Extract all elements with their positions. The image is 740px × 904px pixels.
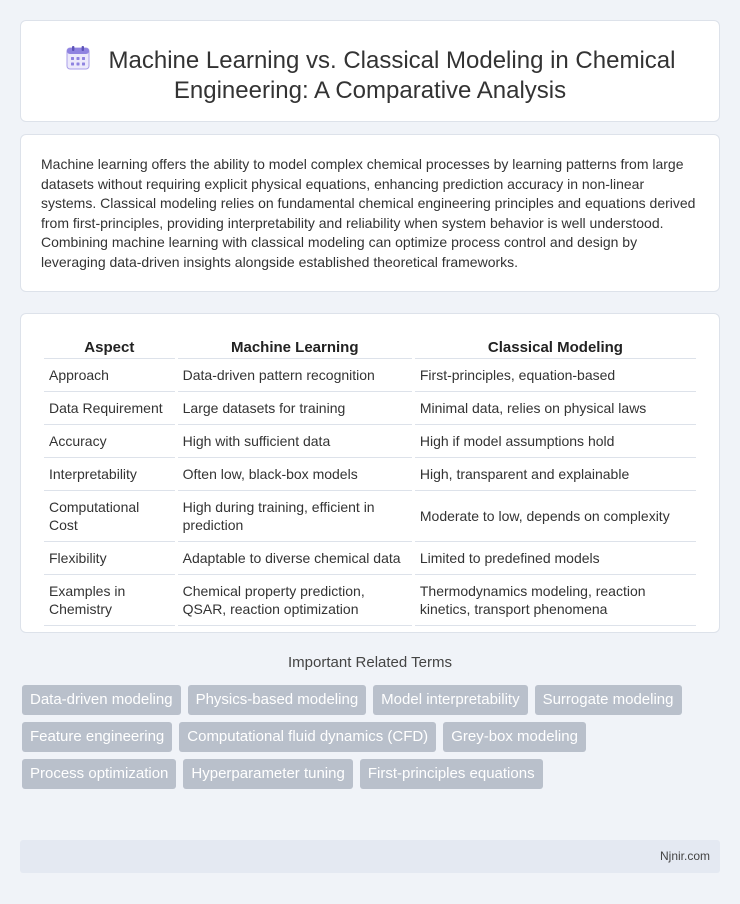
header-machine-learning: Machine Learning — [178, 336, 412, 359]
cell-aspect: Accuracy — [44, 425, 175, 458]
cell-classical-modeling: High, transparent and explainable — [415, 458, 696, 491]
table-header-row — [44, 336, 696, 359]
cell-aspect: Computational Cost — [44, 491, 175, 542]
cell-machine-learning: Often low, black-box models — [178, 458, 412, 491]
table-row — [44, 542, 696, 575]
header-classical-modeling: Classical Modeling — [415, 336, 696, 359]
cell-machine-learning: Adaptable to diverse chemical data — [178, 542, 412, 575]
table-row — [44, 359, 696, 392]
table-row — [44, 491, 696, 542]
intro-card — [20, 134, 720, 292]
tag-first-principles-equations[interactable]: First-principles equations — [360, 759, 543, 789]
cell-aspect: Flexibility — [44, 542, 175, 575]
intro-paragraph: Machine learning offers the ability to model complex chemical processes by learning patterns from large datasets without requiring explicit physical equations, enhancing prediction accuracy in non-linear systems. Classical modeling relies on fundamental chemical engineering principles and equations derived from first-principles, providing interpretability and reliability when system behavior is well understood. Combining machine learning with classical modeling can optimize process control and design by leveraging data-driven insights alongside established theoretical frameworks. — [41, 156, 696, 270]
related-terms-list — [22, 685, 722, 789]
tag-feature-engineering[interactable]: Feature engineering — [22, 722, 172, 752]
tag-grey-box-modeling[interactable]: Grey-box modeling — [443, 722, 586, 752]
cell-machine-learning: Large datasets for training — [178, 392, 412, 425]
cell-aspect: Data Requirement — [44, 392, 175, 425]
cell-aspect: Examples in Chemistry — [44, 575, 175, 626]
page-title-container — [21, 45, 719, 106]
table-row — [44, 425, 696, 458]
tag-surrogate-modeling[interactable]: Surrogate modeling — [535, 685, 682, 715]
cell-classical-modeling: First-principles, equation-based — [415, 359, 696, 392]
footer-site-link[interactable]: Njnir.com — [659, 849, 710, 863]
tag-data-driven-modeling[interactable]: Data-driven modeling — [22, 685, 181, 715]
title-card — [20, 20, 720, 122]
cell-classical-modeling: Limited to predefined models — [415, 542, 696, 575]
tag-process-optimization[interactable]: Process optimization — [22, 759, 176, 789]
cell-classical-modeling: Thermodynamics modeling, reaction kinetics, transport phenomena — [415, 575, 696, 626]
cell-machine-learning: Data-driven pattern recognition — [178, 359, 412, 392]
tag-model-interpretability[interactable]: Model interpretability — [373, 685, 527, 715]
tag-hyperparameter-tuning[interactable]: Hyperparameter tuning — [183, 759, 352, 789]
related-terms-heading: Important Related Terms — [288, 654, 452, 671]
cell-aspect: Interpretability — [44, 458, 175, 491]
header-aspect: Aspect — [44, 336, 175, 359]
cell-aspect: Approach — [44, 359, 175, 392]
page-title: Machine Learning vs. Classical Modeling in Chemical Engineering: A Comparative Analysis — [108, 47, 676, 104]
cell-classical-modeling: Minimal data, relies on physical laws — [415, 392, 696, 425]
cell-classical-modeling: High if model assumptions hold — [415, 425, 696, 458]
cell-classical-modeling: Moderate to low, depends on complexity — [415, 491, 696, 542]
cell-machine-learning: High with sufficient data — [178, 425, 412, 458]
cell-machine-learning: High during training, efficient in prediction — [178, 491, 412, 542]
calendar-grid-icon — [65, 45, 91, 71]
table-row — [44, 458, 696, 491]
table-row — [44, 392, 696, 425]
table-row — [44, 575, 696, 626]
comparison-table-card — [20, 313, 720, 633]
footer-bar — [20, 840, 720, 873]
tag-physics-based-modeling[interactable]: Physics-based modeling — [188, 685, 367, 715]
tag-computational-fluid-dynamics[interactable]: Computational fluid dynamics (CFD) — [179, 722, 436, 752]
cell-machine-learning: Chemical property prediction, QSAR, reaction optimization — [178, 575, 412, 626]
comparison-table — [41, 336, 699, 626]
